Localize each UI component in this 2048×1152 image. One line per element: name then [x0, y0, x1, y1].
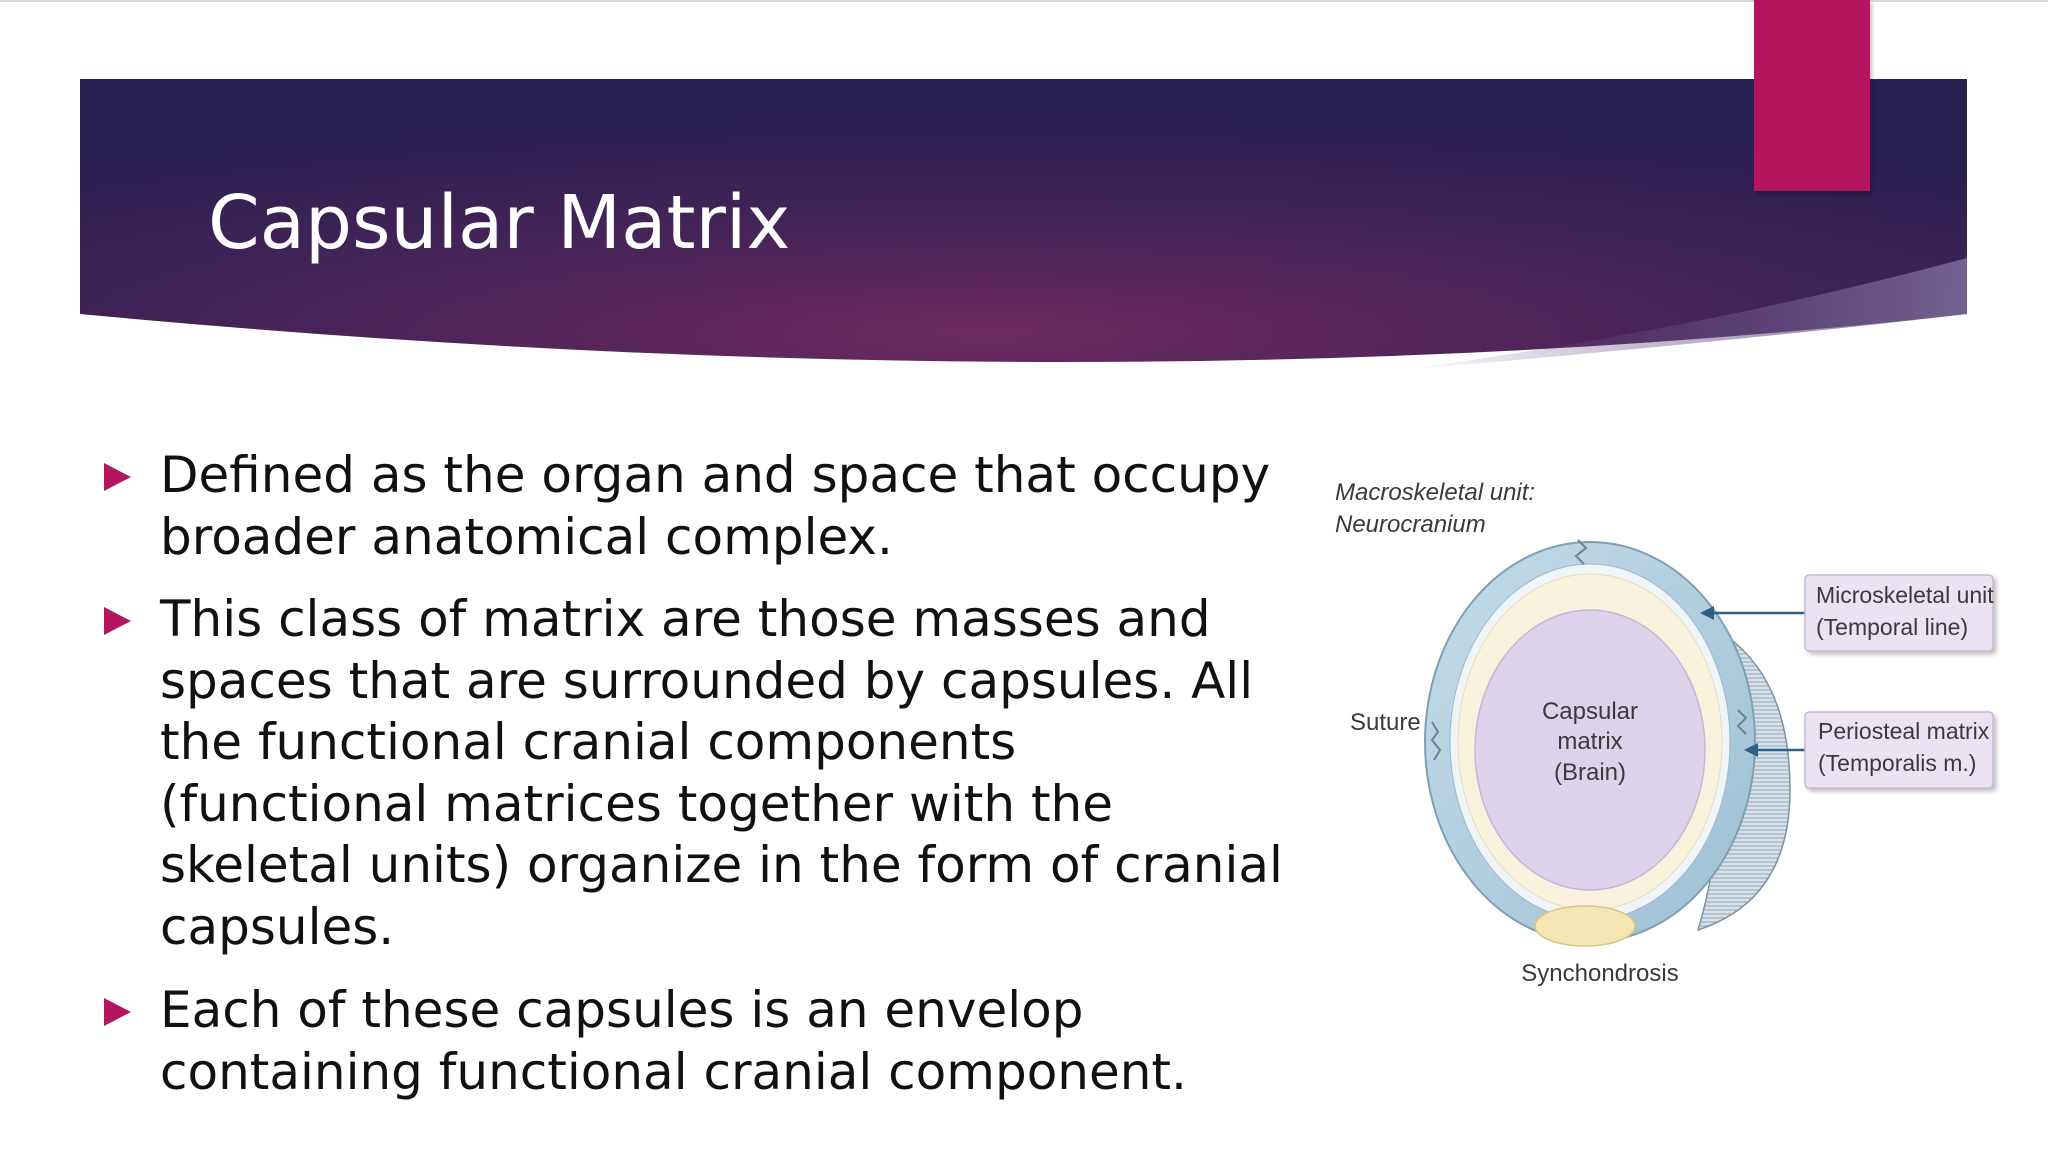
bullet-line: Defined as the organ and space that occupy: [160, 446, 1271, 504]
bullet-line: containing functional cranial component.: [160, 1042, 1187, 1101]
capsular-label-line1: Capsular: [1541, 698, 1639, 725]
bullet-text: [160, 589, 1320, 958]
suture-label: Suture: [1350, 709, 1421, 736]
macro-label-line1: Macroskeletal unit:: [1335, 479, 1536, 506]
capsular-label-line2: matrix: [1557, 728, 1623, 755]
bullet-line: This class of matrix are those masses and: [160, 590, 1211, 648]
micro-label-line2: (Temporal line): [1816, 614, 1969, 640]
micro-label-line1: Microskeletal unit: [1816, 582, 1994, 608]
triangle-bullet-icon: [104, 607, 131, 635]
macro-label-line2: Neurocranium: [1335, 511, 1486, 538]
bullet-line: capsules.: [160, 897, 395, 956]
periosteal-label-line2: (Temporalis m.): [1818, 750, 1977, 776]
bullet-text: [160, 445, 1320, 568]
bullet-line: skeletal units) organize in the form of cranial: [160, 836, 1283, 894]
slide-title: Capsular Matrix: [208, 180, 791, 266]
triangle-bullet-icon: [104, 463, 131, 491]
bullet-line: spaces that are surrounded by capsules. All: [160, 651, 1254, 710]
accent-tab: [1754, 0, 1870, 191]
bullet-text: [160, 980, 1320, 1103]
bullet-line: Each of these capsules is an envelop: [160, 981, 1084, 1039]
capsular-matrix-diagram: [1320, 460, 2020, 1000]
bullet-line: broader anatomical complex.: [160, 507, 893, 566]
synchondrosis-label: Synchondrosis: [1521, 960, 1679, 987]
triangle-bullet-icon: [104, 998, 131, 1026]
bullet-line: (functional matrices together with the: [160, 774, 1114, 833]
diagram-figure: [1320, 460, 2020, 1000]
synchondrosis-shape: [1535, 906, 1635, 946]
bullet-line: the functional cranial components: [160, 713, 1017, 771]
capsular-label-line3: (Brain): [1553, 759, 1627, 786]
periosteal-label-line1: Periosteal matrix: [1818, 718, 1990, 744]
